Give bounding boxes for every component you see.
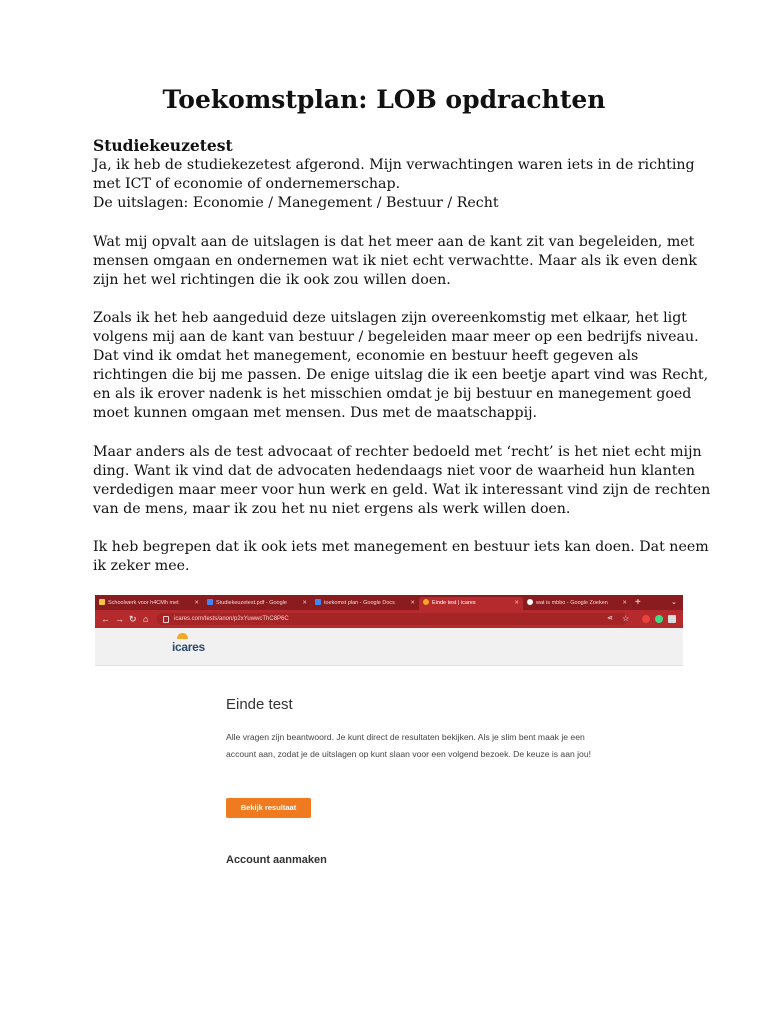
forward-icon[interactable]: → [115,614,124,624]
close-icon[interactable]: ✕ [302,600,307,606]
browser-tab[interactable] [95,597,203,610]
paragraph-line: verdedigen maar meer voor hun werk en geld. Wat ik interessant vind zijn de rechten [93,482,711,498]
tab-label: Schoolwerk voor h4CMh met [108,600,179,606]
extension-icon[interactable] [655,615,663,623]
end-test-text: Alle vragen zijn beantwoord. Je kunt direct de resultaten bekijken. Als je slim bent maak je een account aan, zodat je de uitslagen op kunt slaan voor een volgend bezoek. De keuze is aan jou! [226,732,592,759]
home-icon[interactable]: ⌂ [143,614,149,624]
tab-label: toekomst plan - Google Docs [324,600,395,606]
tab-favicon-icon [99,599,105,605]
close-icon[interactable]: ✕ [622,600,627,606]
tab-label: wat is mbbo - Google Zoeken [536,600,608,606]
tab-favicon-icon [315,599,321,605]
url-field[interactable] [157,613,627,625]
close-icon[interactable]: ✕ [194,600,199,606]
browser-tab[interactable] [203,597,311,610]
logo-mark-icon [177,633,188,639]
paragraph-line: ik zeker mee. [93,558,190,574]
url-text: icares.com/tests/anon/p2xYuwwcThC8P6C [174,616,289,622]
paragraph-line: Zoals ik het heb aangeduid deze uitslagen zijn overeenkomstig met elkaar, het ligt [93,310,687,326]
browser-tab[interactable] [311,597,419,610]
lock-icon [163,616,169,623]
paragraph-line: volgens mij aan de kant van bestuur / begeleiden maar meer op een bedrijfs niveau. [93,329,699,345]
paragraph-line: Ja, ik heb de studiekezetest afgerond. Mijn verwachtingen waren iets in de richting [93,157,695,173]
tab-favicon-icon [423,599,429,605]
embedded-browser-screenshot [95,595,683,863]
site-logo[interactable]: icares [172,640,205,654]
paragraph-line: van de mens, maar ik zou het nu niet ergens als werk willen doen. [93,501,571,517]
tab-bar [95,595,683,610]
reload-icon[interactable]: ↻ [129,614,137,624]
paragraph-line: De uitslagen: Economie / Manegement / Bestuur / Recht [93,195,499,211]
chevron-down-icon[interactable]: ⌄ [671,599,677,606]
tab-label: Einde test | icares [432,600,476,606]
paragraph-line: richtingen die bij me passen. De enige uitslag die ik een beetje apart vind was Recht, [93,367,709,383]
paragraph-line: en als ik erover nadenk is het misschien omdat je bij bestuur en manegement goed [93,386,692,402]
star-icon[interactable]: ☆ [622,614,630,623]
paragraph-line: Maar anders als de test advocaat of rechter bedoeld met ‘recht’ is het niet echt mijn [93,444,702,460]
paragraph-line: mensen omgaan en ondernemen wat ik niet echt verwachtte. Maar als ik even denk [93,253,697,269]
paragraph-line: ding. Want ik vind dat de advocaten hedendaags niet voor de waarheid hun klanten [93,463,695,479]
section-heading: Studiekeuzetest [93,136,233,155]
back-icon[interactable]: ← [101,614,110,624]
extension-icon[interactable] [668,615,676,623]
paragraph-line: met ICT of economie of ondernemerschap. [93,176,401,192]
tab-favicon-icon [527,599,533,605]
page-content [95,666,683,863]
paragraph-line: Ik heb begrepen dat ik ook iets met manegement en bestuur iets kan doen. Dat neem [93,539,709,555]
site-header [95,628,683,666]
close-icon[interactable]: ✕ [410,600,415,606]
paragraph-line: zijn het wel richtingen die ik ook zou willen doen. [93,272,451,288]
close-icon[interactable]: ✕ [514,600,519,606]
tab-label: Studiekeuzetest.pdf - Google [216,600,287,606]
browser-tab-active[interactable] [419,597,523,610]
paragraph-line: Dat vind ik omdat het manegement, economie en bestuur heeft gegeven als [93,348,639,364]
share-icon[interactable]: ⋖ [607,615,613,622]
extension-icon[interactable] [642,615,650,623]
account-heading: Account aanmaken [226,854,327,863]
view-result-button[interactable]: Bekijk resultaat [226,798,311,818]
paragraph-line: Wat mij opvalt aan de uitslagen is dat het meer aan de kant zit van begeleiden, met [93,234,695,250]
browser-tab[interactable] [523,597,631,610]
tab-favicon-icon [207,599,213,605]
new-tab-icon[interactable]: + [635,597,641,608]
end-test-heading: Einde test [226,696,293,713]
paragraph-line: moet kunnen omgaan met mensen. Dus met de maatschappij. [93,405,538,421]
address-bar-row [95,610,683,628]
page-title: Toekomstplan: LOB opdrachten [162,85,606,114]
